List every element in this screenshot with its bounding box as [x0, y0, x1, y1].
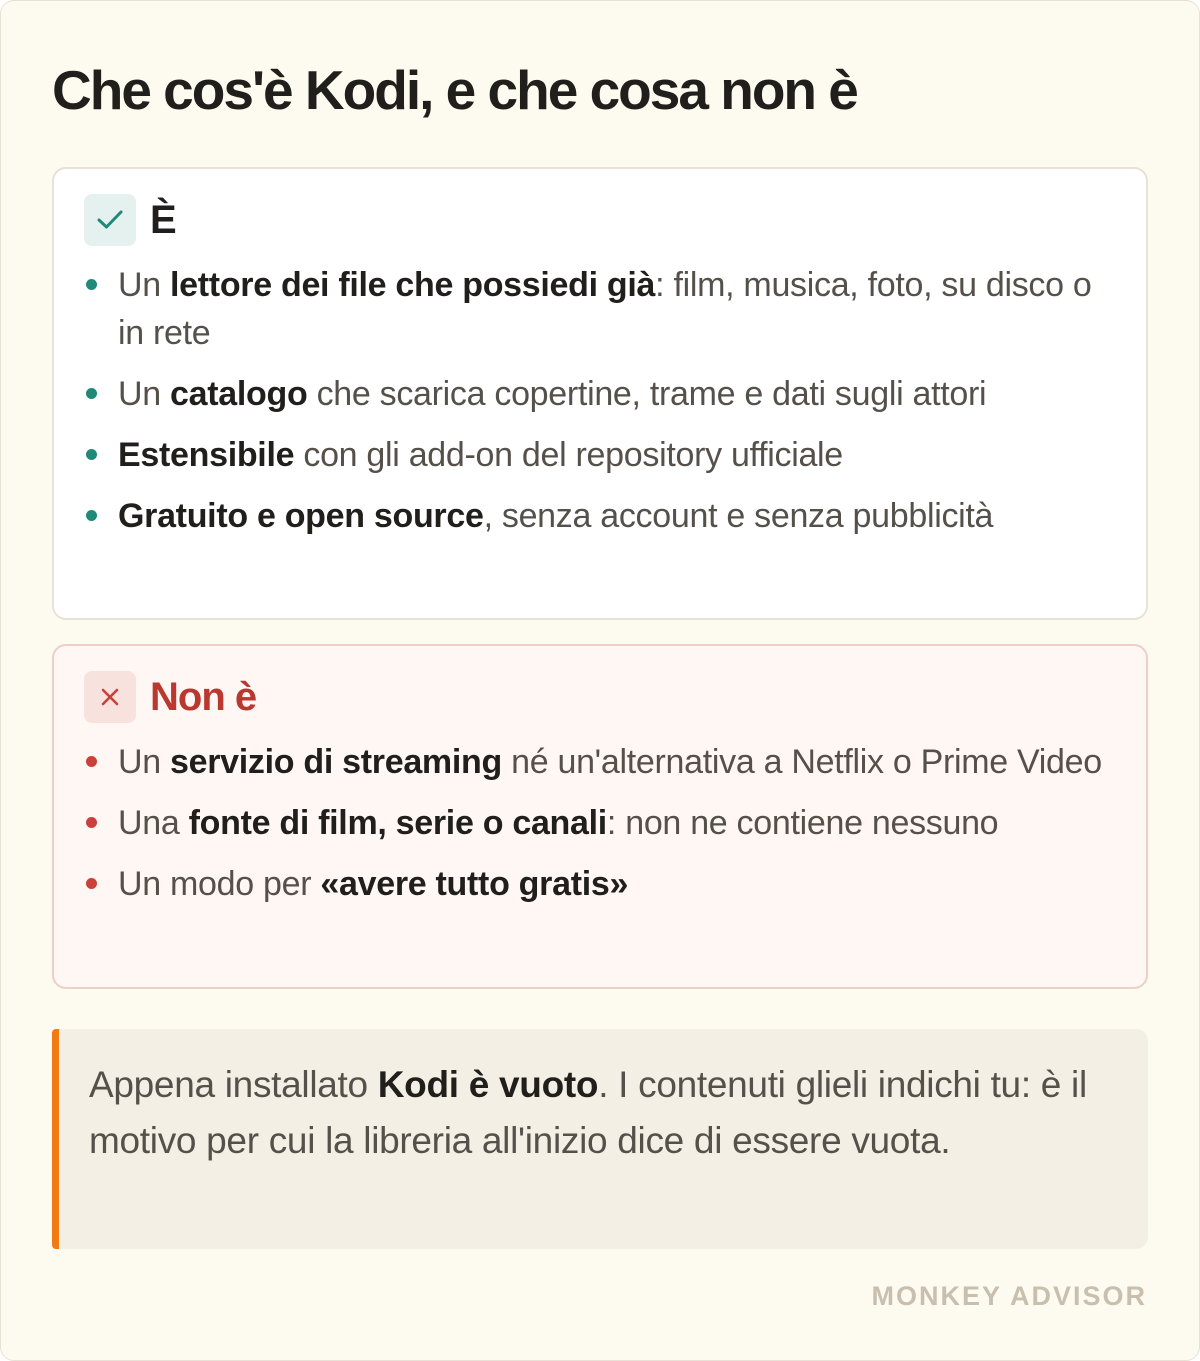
item-text: : film, musica, foto, su disco o in rete — [118, 266, 1092, 352]
list-item — [84, 860, 1116, 908]
list-item — [84, 261, 1116, 357]
item-text: Un modo per — [118, 865, 321, 903]
item-text: con gli add-on del repository ufficiale — [294, 436, 843, 474]
isnot-card-title: Non è — [150, 674, 257, 719]
item-highlight: «avere tutto gratis» — [320, 865, 629, 903]
note-text: . I contenuti glieli indichi tu: è il motivo per cui la libreria all'inizio dice di essere vuota. — [89, 1064, 1087, 1161]
list-item — [84, 492, 1116, 540]
note-callout — [52, 1029, 1148, 1249]
item-highlight: Gratuito e open source — [118, 497, 484, 535]
isnot-card-header — [84, 670, 1116, 724]
close-icon — [84, 671, 136, 723]
note-text: Appena installato — [89, 1064, 378, 1105]
note-highlight: Kodi è vuoto — [377, 1064, 599, 1105]
list-item — [84, 799, 1116, 847]
item-text: Un — [118, 743, 171, 781]
is-list — [84, 261, 1116, 540]
item-text: Un — [118, 266, 171, 304]
item-highlight: fonte di film, serie o canali — [188, 804, 607, 842]
item-highlight: catalogo — [170, 375, 308, 413]
item-highlight: Estensibile — [118, 436, 295, 474]
list-item — [84, 370, 1116, 418]
page-title: Che cos'è Kodi, e che cosa non è — [52, 59, 857, 121]
isnot-card — [52, 644, 1148, 989]
isnot-list — [84, 738, 1116, 908]
item-text: : non ne contiene nessuno — [606, 804, 999, 842]
is-card — [52, 167, 1148, 620]
item-highlight: lettore dei file che possiedi già — [170, 266, 656, 304]
item-text: Una — [118, 804, 189, 842]
item-text: , senza account e senza pubblicità — [483, 497, 994, 535]
item-text: Un — [118, 375, 171, 413]
brand-logo: MONKEY ADVISOR — [871, 1281, 1147, 1311]
is-card-header — [84, 193, 1116, 247]
list-item — [84, 431, 1116, 479]
check-icon — [84, 194, 136, 246]
is-card-title: È — [150, 197, 176, 242]
item-text: né un'alternativa a Netflix o Prime Video — [501, 743, 1102, 781]
item-text: che scarica copertine, trame e dati sugli attori — [307, 375, 987, 413]
item-highlight: servizio di streaming — [170, 743, 502, 781]
list-item — [84, 738, 1116, 786]
